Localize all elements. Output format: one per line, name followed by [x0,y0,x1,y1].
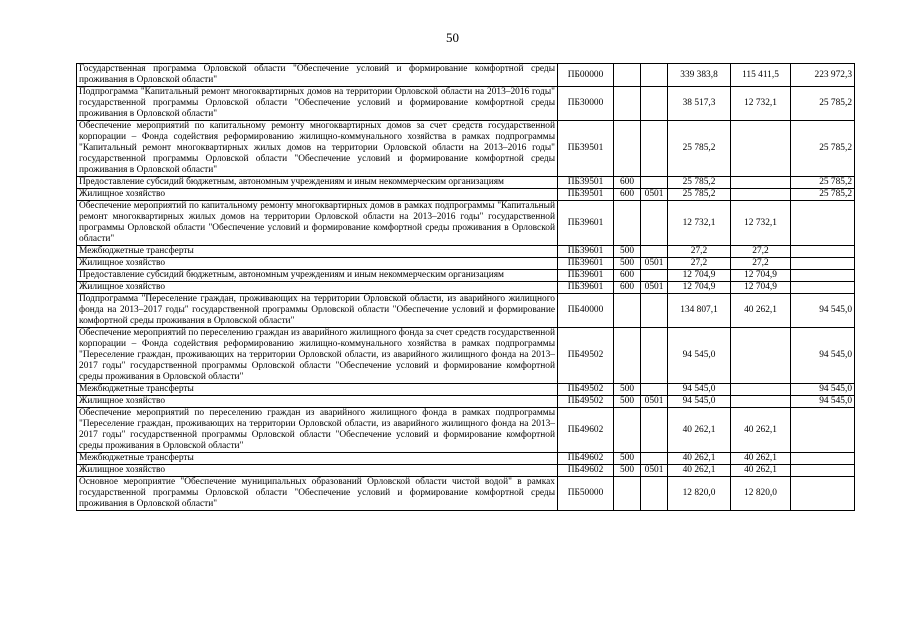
table-row [77,477,855,511]
table-row [77,384,855,396]
row-amount-total: 27,2 [668,246,731,258]
row-description: Обеспечение мероприятий по переселению граждан из аварийного жилищного фонда за счет средств государственной корпорации – Фонда содействия реформированию жилищно-коммунального хозяйства в рамках подпрограммы "Переселение граждан, проживающих на территории Орловской области, из аварийного жилищного фонда на 2013–2017 годы" государственной программы Орловской области "Обеспечение условий и формирование комфортной среды проживания в Орловской области" [77,328,558,384]
row-section-code: 0501 [641,189,668,201]
row-amount-3 [791,282,855,294]
row-expense-type [614,294,641,328]
table-row [77,87,855,121]
row-description: Обеспечение мероприятий по капитальному ремонту многоквартирных домов за счет средств государственной корпорации – Фонда содействия реформированию жилищно-коммунального хозяйства в рамках подпрограммы "Капитальный ремонт многоквартирных жилых домов на территории Орловской области на 2013–2016 годы" государственной программы Орловской области "Обеспечение условий и формирование комфортной среды проживания в Орловской области" [77,121,558,177]
row-target-code: ПБ50000 [558,477,614,511]
row-amount-total: 94 545,0 [668,328,731,384]
row-amount-total: 27,2 [668,258,731,270]
row-expense-type: 500 [614,384,641,396]
row-amount-3: 94 545,0 [791,328,855,384]
row-description: Межбюджетные трансферты [77,384,558,396]
table-row [77,246,855,258]
row-section-code [641,177,668,189]
row-amount-2: 12 704,9 [731,282,791,294]
row-amount-3 [791,408,855,453]
row-description: Государственная программа Орловской области "Обеспечение условий и формирование комфортной среды проживания в Орловской области" [77,64,558,87]
row-section-code [641,294,668,328]
row-section-code: 0501 [641,465,668,477]
row-expense-type: 600 [614,282,641,294]
row-amount-3: 25 785,2 [791,189,855,201]
row-expense-type: 600 [614,177,641,189]
row-amount-3: 94 545,0 [791,384,855,396]
row-amount-2 [731,384,791,396]
row-amount-3 [791,246,855,258]
row-target-code: ПБ39601 [558,201,614,246]
row-amount-2: 12 732,1 [731,87,791,121]
table-row [77,121,855,177]
table-row [77,282,855,294]
row-amount-2: 12 820,0 [731,477,791,511]
row-amount-3: 94 545,0 [791,396,855,408]
row-amount-total: 12 704,9 [668,270,731,282]
row-target-code: ПБ49602 [558,465,614,477]
row-amount-2: 27,2 [731,246,791,258]
row-amount-3 [791,465,855,477]
row-amount-total: 12 732,1 [668,201,731,246]
row-expense-type: 500 [614,246,641,258]
row-amount-3: 25 785,2 [791,121,855,177]
row-description: Обеспечение мероприятий по капитальному ремонту многоквартирных домов в рамках подпрограммы "Капитальный ремонт многоквартирных жилых домов на территории Орловской области на 2013–2016 годы" государственной программы Орловской области "Обеспечение условий и формирование комфортной среды проживания в Орловской области" [77,201,558,246]
row-section-code [641,64,668,87]
row-amount-3: 25 785,2 [791,177,855,189]
row-description: Жилищное хозяйство [77,282,558,294]
row-expense-type [614,121,641,177]
row-amount-2 [731,328,791,384]
row-target-code: ПБ39601 [558,258,614,270]
row-section-code: 0501 [641,396,668,408]
row-target-code: ПБ39501 [558,189,614,201]
row-amount-total: 94 545,0 [668,396,731,408]
table-row [77,396,855,408]
row-target-code: ПБ49602 [558,453,614,465]
table-body [77,64,855,511]
row-amount-2: 27,2 [731,258,791,270]
row-target-code: ПБ49502 [558,384,614,396]
row-target-code: ПБ40000 [558,294,614,328]
row-target-code: ПБ39601 [558,282,614,294]
row-amount-total: 12 820,0 [668,477,731,511]
row-target-code: ПБ49502 [558,396,614,408]
table-row [77,294,855,328]
row-amount-total: 94 545,0 [668,384,731,396]
table-row [77,270,855,282]
row-description: Жилищное хозяйство [77,189,558,201]
row-amount-3 [791,453,855,465]
row-target-code: ПБ49502 [558,328,614,384]
row-amount-3 [791,201,855,246]
table-row [77,258,855,270]
row-amount-2 [731,396,791,408]
row-amount-total: 25 785,2 [668,177,731,189]
row-description: Межбюджетные трансферты [77,246,558,258]
row-target-code: ПБ00000 [558,64,614,87]
row-amount-3 [791,477,855,511]
table-row [77,64,855,87]
row-amount-total: 25 785,2 [668,121,731,177]
row-target-code: ПБ39601 [558,270,614,282]
row-amount-total: 40 262,1 [668,453,731,465]
row-expense-type: 500 [614,258,641,270]
row-amount-total: 339 383,8 [668,64,731,87]
row-section-code [641,477,668,511]
row-section-code [641,87,668,121]
row-section-code [641,453,668,465]
row-amount-2: 40 262,1 [731,453,791,465]
row-description: Обеспечение мероприятий по переселению граждан из аварийного жилищного фонда в рамках подпрограммы "Переселение граждан, проживающих на территории Орловской области, из аварийного жилищного фонда на 2013–2017 годы" государственной программы Орловской области "Обеспечение условий и формирование комфортной среды проживания в Орловской области" [77,408,558,453]
row-amount-total: 134 807,1 [668,294,731,328]
row-amount-total: 38 517,3 [668,87,731,121]
row-amount-total: 25 785,2 [668,189,731,201]
row-expense-type: 500 [614,396,641,408]
row-amount-2: 40 262,1 [731,294,791,328]
row-expense-type [614,87,641,121]
row-section-code [641,384,668,396]
row-description: Основное мероприятие "Обеспечение муниципальных образований Орловской области чистой водой" в рамках государственной программы Орловской области "Обеспечение условий и формирование комфортной среды проживания в Орловской области" [77,477,558,511]
row-description: Предоставление субсидий бюджетным, автономным учреждениям и иным некоммерческим организациям [77,177,558,189]
table-row [77,189,855,201]
table-row [77,465,855,477]
row-section-code: 0501 [641,258,668,270]
row-description: Жилищное хозяйство [77,465,558,477]
row-section-code [641,408,668,453]
row-amount-3 [791,258,855,270]
row-amount-total: 40 262,1 [668,408,731,453]
table-row [77,177,855,189]
row-expense-type [614,328,641,384]
row-amount-2 [731,121,791,177]
row-description: Предоставление субсидий бюджетным, автономным учреждениям и иным некоммерческим организациям [77,270,558,282]
row-amount-2: 40 262,1 [731,408,791,453]
row-amount-total: 40 262,1 [668,465,731,477]
row-section-code [641,246,668,258]
row-description: Жилищное хозяйство [77,258,558,270]
row-section-code [641,121,668,177]
table-row [77,201,855,246]
row-expense-type [614,64,641,87]
row-amount-3: 223 972,3 [791,64,855,87]
row-amount-3 [791,270,855,282]
row-expense-type [614,408,641,453]
row-description: Межбюджетные трансферты [77,453,558,465]
row-amount-3: 25 785,2 [791,87,855,121]
row-amount-2: 12 732,1 [731,201,791,246]
row-target-code: ПБ39501 [558,177,614,189]
table-row [77,453,855,465]
row-expense-type [614,477,641,511]
row-amount-2 [731,189,791,201]
row-target-code: ПБ49602 [558,408,614,453]
row-amount-2: 115 411,5 [731,64,791,87]
row-amount-2 [731,177,791,189]
row-description: Подпрограмма "Капитальный ремонт многоквартирных домов на территории Орловской области на 2013–2016 годы" государственной программы Орловской области "Обеспечение условий и формирование комфортной среды проживания в Орловской области" [77,87,558,121]
row-description: Подпрограмма "Переселение граждан, проживающих на территории Орловской области, из аварийного жилищного фонда на 2013–2017 годы" государственной программы Орловской области "Обеспечение условий и формирование комфортной среды проживания в Орловской области" [77,294,558,328]
row-amount-2: 40 262,1 [731,465,791,477]
row-section-code [641,270,668,282]
row-expense-type: 600 [614,270,641,282]
row-amount-total: 12 704,9 [668,282,731,294]
row-amount-3: 94 545,0 [791,294,855,328]
page-number: 50 [446,30,459,45]
row-expense-type: 500 [614,465,641,477]
row-expense-type: 600 [614,189,641,201]
row-target-code: ПБ39501 [558,121,614,177]
row-target-code: ПБ30000 [558,87,614,121]
budget-table [76,63,855,511]
row-expense-type [614,201,641,246]
table-row [77,328,855,384]
row-section-code [641,328,668,384]
row-description: Жилищное хозяйство [77,396,558,408]
row-expense-type: 500 [614,453,641,465]
row-target-code: ПБ39601 [558,246,614,258]
row-section-code [641,201,668,246]
row-amount-2: 12 704,9 [731,270,791,282]
row-section-code: 0501 [641,282,668,294]
table-row [77,408,855,453]
